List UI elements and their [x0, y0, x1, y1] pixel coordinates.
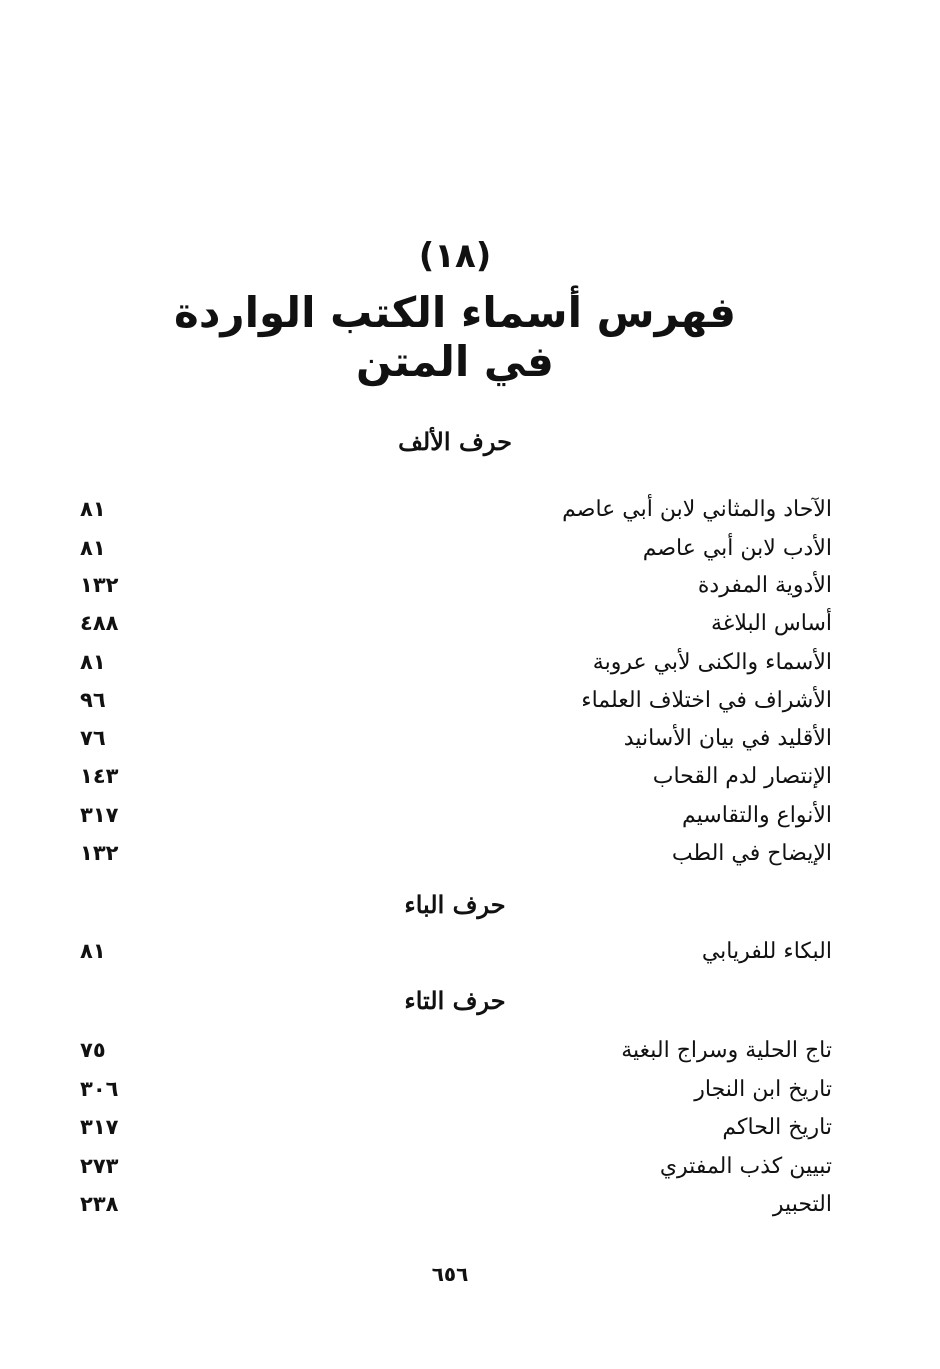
index-entry	[70, 531, 832, 565]
entry-book-title: تاريخ الحاكم	[722, 1114, 832, 1140]
entry-book-title: الأقليد في بيان الأسانيد	[623, 725, 832, 751]
entry-book-title: الأدوية المفردة	[697, 572, 832, 598]
index-entry	[70, 798, 832, 832]
entry-page-number: ٨١	[80, 497, 106, 521]
entry-page-number: ٩٦	[80, 688, 106, 712]
index-entry	[70, 568, 832, 602]
entry-book-title: تبيين كذب المفتري	[659, 1153, 832, 1179]
entry-book-title: الآحاد والمثاني لابن أبي عاصم	[562, 496, 832, 522]
index-entry	[70, 759, 832, 793]
entry-book-title: الأنواع والتقاسيم	[681, 802, 832, 828]
entry-page-number: ٣١٧	[80, 1115, 119, 1139]
entry-book-title: الأسماء والكنى لأبي عروبة	[592, 649, 832, 675]
entry-page-number: ٧٥	[80, 1038, 106, 1062]
entry-book-title: أساس البلاغة	[711, 610, 832, 636]
index-entry	[70, 934, 832, 968]
entry-page-number: ٢٣٨	[80, 1192, 119, 1216]
index-entry	[70, 1110, 832, 1144]
section-heading-alif: حرف الألف	[398, 427, 512, 456]
entry-book-title: الأدب لابن أبي عاصم	[642, 535, 832, 561]
entry-page-number: ١٤٣	[80, 764, 119, 788]
entry-page-number: ٨١	[80, 536, 106, 560]
entry-page-number: ٤٨٨	[80, 611, 119, 635]
entry-page-number: ٣١٧	[80, 803, 119, 827]
index-entry	[70, 645, 832, 679]
entry-page-number: ٢٧٣	[80, 1154, 119, 1178]
page-number: ٦٥٦	[431, 1262, 469, 1286]
entry-page-number: ٣٠٦	[80, 1077, 119, 1101]
index-entry	[70, 683, 832, 717]
entry-page-number: ١٣٢	[80, 573, 119, 597]
index-entry	[70, 1187, 832, 1221]
section-heading-taa: حرف التاء	[404, 986, 506, 1015]
index-entry	[70, 492, 832, 526]
entry-page-number: ٨١	[80, 650, 106, 674]
entry-book-title: التحبير	[772, 1191, 832, 1217]
index-entry	[70, 606, 832, 640]
entry-page-number: ٨١	[80, 939, 106, 963]
entry-page-number: ١٣٢	[80, 841, 119, 865]
index-entry	[70, 836, 832, 870]
entry-book-title: البكاء للفريابي	[701, 938, 832, 964]
entry-book-title: الأشراف في اختلاف العلماء	[581, 687, 832, 713]
section-heading-baa: حرف الباء	[404, 890, 506, 919]
entry-page-number: ٧٦	[80, 726, 106, 750]
entry-book-title: تاريخ ابن النجار	[694, 1076, 832, 1102]
index-entry	[70, 1033, 832, 1067]
page-title: فهرس أسماء الكتب الواردة في المتن	[174, 288, 736, 386]
chapter-number: (١٨)	[418, 236, 492, 276]
index-entry	[70, 1072, 832, 1106]
entry-book-title: الإيضاح في الطب	[671, 840, 832, 866]
entry-book-title: الإنتصار لدم القحاب	[652, 763, 832, 789]
index-entry	[70, 721, 832, 755]
entry-book-title: تاج الحلية وسراج البغية	[621, 1037, 832, 1063]
index-entry	[70, 1149, 832, 1183]
